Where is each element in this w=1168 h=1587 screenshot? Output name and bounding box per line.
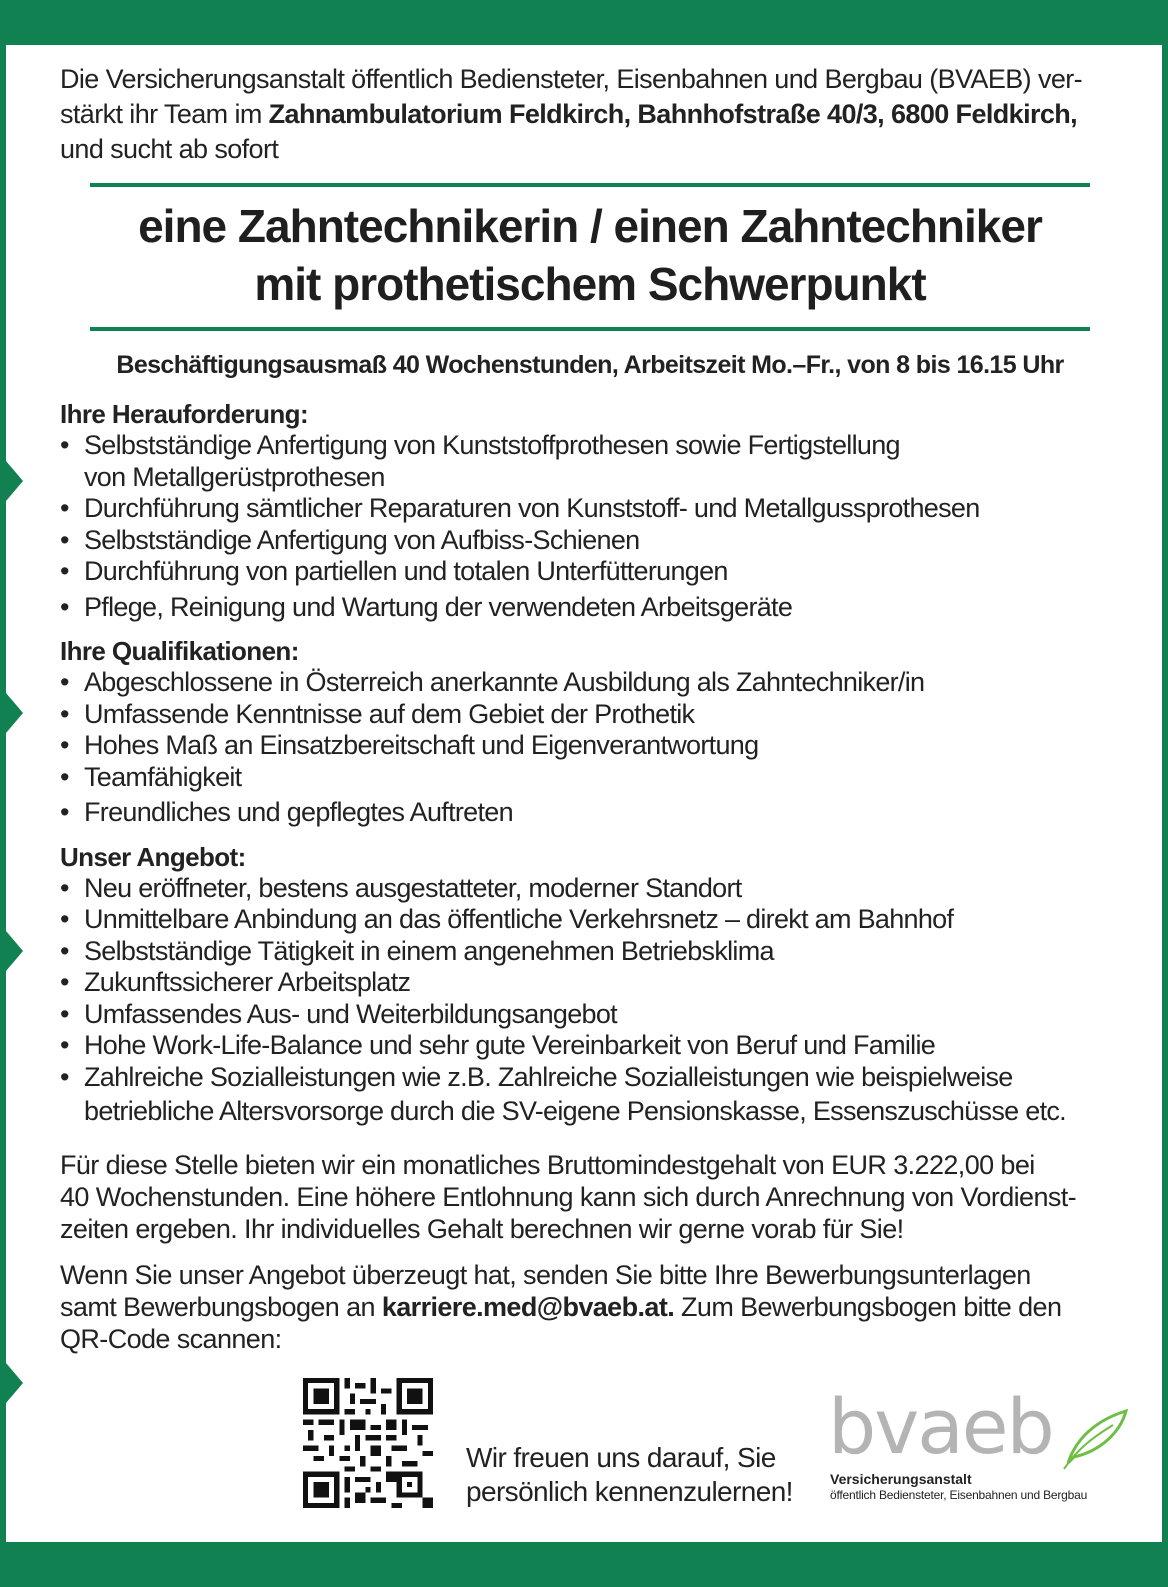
bvaeb-wordmark xyxy=(828,1373,1128,1473)
side-arrow-marker xyxy=(6,931,23,971)
list-item: • Zukunftssicherer Arbeitsplatz xyxy=(60,967,1120,999)
logo-wordmark-text: bvaeb xyxy=(828,1382,1053,1471)
side-arrow-marker xyxy=(6,461,23,501)
list-item: • Durchführung sämtlicher Reparaturen von Kunststoff- und Metallgussprothesen xyxy=(60,493,1120,525)
list-item: • Pflege, Reinigung und Wartung der verwendeten Arbeitsgeräte xyxy=(60,592,1120,624)
top-green-bar xyxy=(0,0,1168,45)
challenges-list xyxy=(60,430,1120,623)
list-item: • Selbstständige Tätigkeit in einem angenehmen Betriebsklima xyxy=(60,936,1120,968)
application-line: Wenn Sie unser Angebot überzeugt hat, senden Sie bitte Ihre Bewerbungsunterlagen xyxy=(60,1260,1031,1290)
logo-subtitle: Versicherungsanstalt xyxy=(830,1471,972,1487)
intro-line: Die Versicherungsanstalt öffentlich Bediensteter, Eisenbahnen und Bergbau (BVAEB) ver- xyxy=(60,64,1083,94)
list-item: • Abgeschlossene in Österreich anerkannte Ausbildung als Zahntechniker/in xyxy=(60,667,1120,699)
list-item: • Neu eröffneter, bestens ausgestatteter, moderner Standort xyxy=(60,873,1120,905)
list-item: • Freundliches und gepflegtes Auftreten xyxy=(60,797,1120,829)
salary-line: Für diese Stelle bieten wir ein monatliches Bruttomindestgehalt von EUR 3.222,00 bei xyxy=(60,1150,1035,1180)
intro-line: und sucht ab sofort xyxy=(60,134,279,164)
application-text: samt Bewerbungsbogen an xyxy=(60,1292,382,1322)
section-title-offer: Unser Angebot: xyxy=(60,841,246,872)
qr-code[interactable] xyxy=(303,1378,433,1508)
bottom-green-bar xyxy=(0,1542,1168,1587)
section-title-qualifications: Ihre Qualifikationen: xyxy=(60,636,299,666)
qualifications-list xyxy=(60,667,1120,829)
job-title xyxy=(60,197,1120,313)
job-ad-content xyxy=(60,62,1120,1365)
intro-line xyxy=(60,97,1120,132)
logo-subtitle-full: öffentlich Bediensteter, Eisenbahnen und Bergbau xyxy=(830,1488,1088,1502)
list-item: • Hohe Work-Life-Balance und sehr gute Vereinbarkeit von Beruf und Familie xyxy=(60,1030,1120,1062)
bvaeb-logo xyxy=(828,1373,1128,1513)
list-item-text: Zahlreiche Sozialleistungen wie z.B. Zahlreiche Sozialleistungen wie beispielweise xyxy=(84,1061,1013,1092)
side-arrow-marker xyxy=(6,693,23,733)
intro-paragraph xyxy=(60,62,1120,167)
left-green-border xyxy=(0,45,6,1542)
list-item: • Durchführung von partiellen und totalen Unterfütterungen xyxy=(60,556,1120,588)
list-item-text: von Metallgerüstprothesen xyxy=(84,461,385,492)
list-item-text: betriebliche Altersvorsorge durch die SV-eigene Pensionskasse, Essenszuschüsse etc. xyxy=(84,1096,1066,1126)
list-item xyxy=(60,430,1120,493)
closing-message xyxy=(466,1441,793,1509)
list-item: • Umfassende Kenntnisse auf dem Gebiet der Prothetik xyxy=(60,699,1120,731)
list-item: • Hohes Maß an Einsatzbereitschaft und Eigenverantwortung xyxy=(60,730,1120,762)
email-link[interactable]: karriere.med@bvaeb.at. xyxy=(381,1292,675,1322)
leaf-icon xyxy=(1068,1411,1126,1463)
employment-terms: Beschäftigungsausmaß 40 Wochenstunden, Arbeitszeit Mo.–Fr., von 8 bis 16.15 Uhr xyxy=(116,351,1064,379)
green-divider xyxy=(90,183,1090,187)
list-item: • Selbstständige Anfertigung von Aufbiss-Schienen xyxy=(60,525,1120,557)
list-item-text: Selbstständige Anfertigung von Kunststoffprothesen sowie Fertigstellung xyxy=(84,430,900,460)
job-title-line: mit prothetischem Schwerpunkt xyxy=(254,258,926,310)
list-item: • Unmittelbare Anbindung an das öffentliche Verkehrsnetz – direkt am Bahnhof xyxy=(60,904,1120,936)
application-text: Zum Bewerbungsbogen bitte den xyxy=(674,1292,1062,1322)
closing-line: persönlich kennenzulernen! xyxy=(466,1476,793,1507)
green-divider xyxy=(90,327,1090,331)
intro-text: stärkt ihr Team im xyxy=(60,99,269,129)
application-line: QR-Code scannen: xyxy=(60,1324,282,1354)
location-address: Zahnambulatorium Feldkirch, Bahnhofstraße 40/3, 6800 Feldkirch, xyxy=(268,99,1078,129)
offer-list xyxy=(60,873,1120,1130)
footer-area xyxy=(0,1373,1168,1513)
salary-line: zeiten ergeben. Ihr individuelles Gehalt berechnen wir gerne vorab für Sie! xyxy=(60,1214,904,1244)
job-title-line: eine Zahntechnikerin / einen Zahntechniker xyxy=(138,200,1042,252)
salary-paragraph xyxy=(60,1149,1120,1245)
list-item: • Teamfähigkeit xyxy=(60,762,1120,794)
salary-line: 40 Wochenstunden. Eine höhere Entlohnung kann sich durch Anrechnung von Vordienst- xyxy=(60,1182,1077,1212)
right-green-border xyxy=(1162,45,1168,1542)
list-item: • Umfassendes Aus- und Weiterbildungsangebot xyxy=(60,999,1120,1031)
closing-line: Wir freuen uns darauf, Sie xyxy=(466,1442,776,1473)
application-paragraph xyxy=(60,1259,1120,1355)
section-title-challenges: Ihre Herauforderung: xyxy=(60,399,309,429)
list-item xyxy=(60,1062,1120,1130)
